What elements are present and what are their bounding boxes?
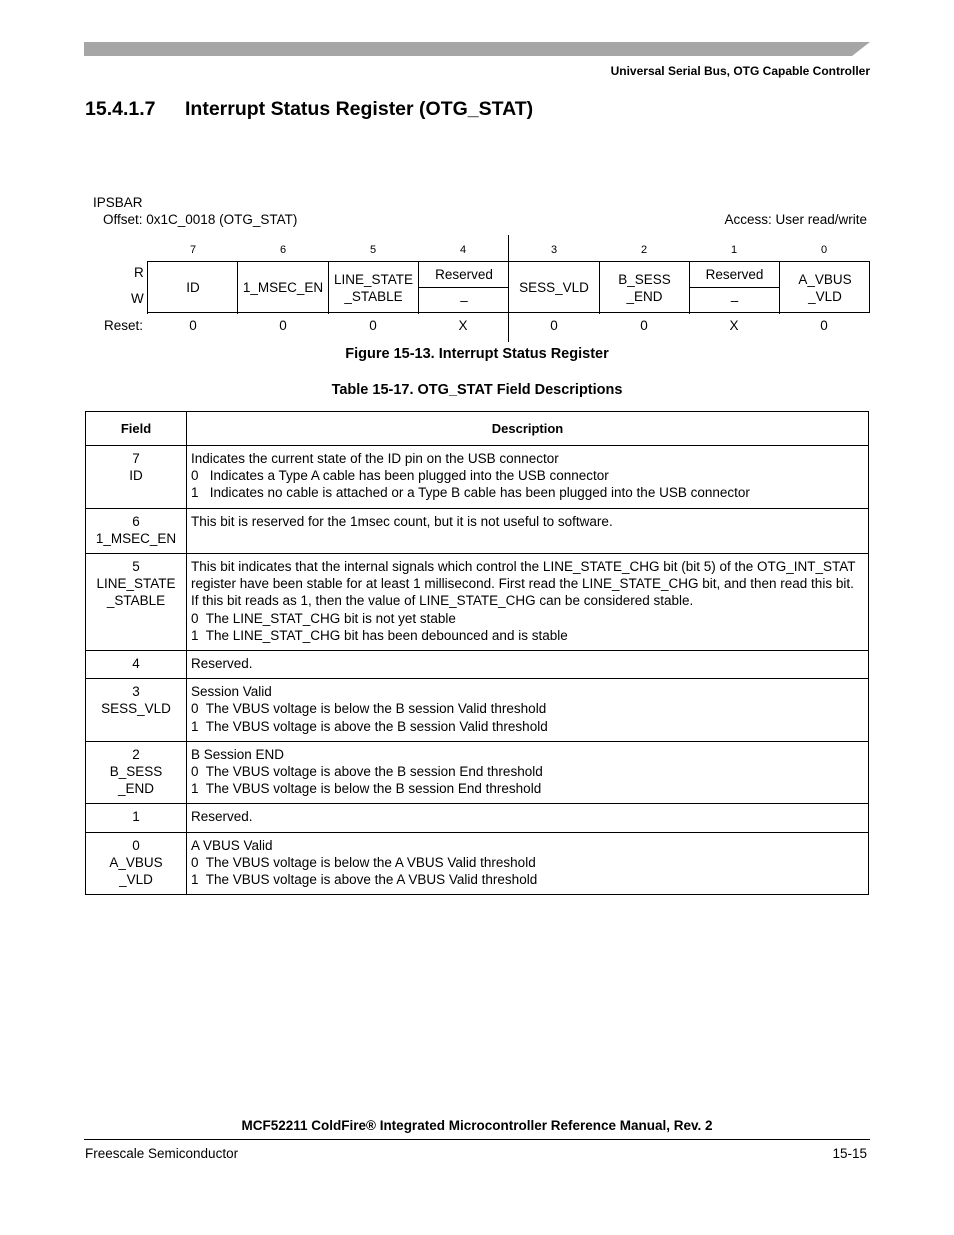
reset-value: 0: [820, 318, 828, 333]
bit-number: 7: [189, 244, 197, 256]
table-row: [86, 741, 869, 804]
description-cell: This bit indicates that the internal signals which control the LINE_STATE_CHG bit (bit 5) of the OTG_INT_STAT register have been stable for at least 1 millisecond. First read the LINE_STATE_CHG bit, and then read this bit. If this bit reads as 1, then the value of LINE_STATE_CHG can be considered stable. 0 The LINE_STAT_CHG bit is not yet stable 1 The LINE_STAT_CHG bit has been debounced and is stable: [187, 554, 869, 651]
reset-value: 0: [550, 318, 558, 333]
reset-value: 0: [640, 318, 648, 333]
bit-field-b-sess-end: B_SESS _END: [599, 261, 689, 314]
register-offset: Offset: 0x1C_0018 (OTG_STAT): [103, 212, 298, 227]
table-row: [86, 651, 869, 679]
reset-value: 0: [279, 318, 287, 333]
section-number: 15.4.1.7: [85, 98, 156, 120]
bit-field-reserved-1: [689, 261, 779, 314]
field-cell: 7 ID: [86, 446, 187, 509]
bit-number: 1: [730, 244, 738, 256]
reset-value: 0: [189, 318, 197, 333]
field-cell: 4: [86, 651, 187, 679]
register-access: Access: User read/write: [724, 212, 867, 227]
section-heading: [85, 98, 533, 121]
field-cell: 3 SESS_VLD: [86, 679, 187, 742]
bit-number: 3: [550, 244, 558, 256]
bit-field-1-msec-en: 1_MSEC_EN: [237, 261, 328, 314]
field-cell: 5 LINE_STATE _STABLE: [86, 554, 187, 651]
description-cell: Reserved.: [187, 804, 869, 832]
column-header-field: Field: [86, 412, 187, 446]
bit-field-a-vbus-vld: A_VBUS _VLD: [779, 261, 870, 314]
bit-number: 4: [459, 244, 467, 256]
description-cell: A VBUS Valid 0 The VBUS voltage is below the A VBUS Valid threshold 1 The VBUS voltage is above the A VBUS Valid threshold: [187, 832, 869, 895]
table-caption: Table 15-17. OTG_STAT Field Descriptions: [331, 382, 623, 398]
field-descriptions-table: [85, 411, 869, 895]
bit-field-reserved-4: [418, 261, 509, 314]
bit-field-sess-vld: SESS_VLD: [508, 261, 599, 314]
description-cell: Indicates the current state of the ID pin on the USB connector 0 Indicates a Type A cable has been plugged into the USB connector 1 Indicates no cable is attached or a Type B cable has been plugged into the USB connector: [187, 446, 869, 509]
bit-number: 2: [640, 244, 648, 256]
bit-read-value: Reserved: [419, 261, 509, 288]
table-row: [86, 679, 869, 742]
field-cell: 6 1_MSEC_EN: [86, 508, 187, 553]
running-header: Universal Serial Bus, OTG Capable Controller: [610, 64, 870, 78]
page-number: 15-15: [832, 1146, 867, 1161]
field-cell: 0 A_VBUS _VLD: [86, 832, 187, 895]
table-row: [86, 804, 869, 832]
column-header-description: Description: [187, 412, 869, 446]
bit-number: 5: [369, 244, 377, 256]
table-row: [86, 508, 869, 553]
register-base: IPSBAR: [93, 195, 143, 210]
figure-caption: Figure 15-13. Interrupt Status Register: [345, 346, 609, 362]
field-cell: 1: [86, 804, 187, 832]
table-row: [86, 832, 869, 895]
header-bar: [84, 42, 870, 56]
bit-field-id: ID: [147, 261, 238, 314]
reset-value: X: [729, 318, 739, 333]
reset-value: X: [458, 318, 468, 333]
footer-rule: [84, 1139, 870, 1140]
table-header-row: [86, 412, 869, 446]
bit-read-value: Reserved: [690, 261, 779, 288]
reset-value: 0: [369, 318, 377, 333]
description-cell: Reserved.: [187, 651, 869, 679]
bit-number: 6: [279, 244, 287, 256]
section-title: Interrupt Status Register (OTG_STAT): [185, 98, 534, 120]
read-label: R: [134, 265, 144, 280]
bit-write-value: –: [460, 292, 468, 308]
bit-number: 0: [820, 244, 828, 256]
manual-title: MCF52211 ColdFire® Integrated Microcontroller Reference Manual, Rev. 2: [241, 1118, 713, 1133]
description-cell: This bit is reserved for the 1msec count, but it is not useful to software.: [187, 508, 869, 553]
table-row: [86, 446, 869, 509]
bit-field-line-state-stable: LINE_STATE _STABLE: [328, 261, 418, 314]
description-cell: Session Valid 0 The VBUS voltage is below the B session Valid threshold 1 The VBUS voltage is above the B session Valid threshold: [187, 679, 869, 742]
company-name: Freescale Semiconductor: [85, 1146, 239, 1161]
write-label: W: [131, 291, 144, 306]
field-cell: 2 B_SESS _END: [86, 741, 187, 804]
bit-write-value: –: [730, 292, 739, 308]
table-row: [86, 554, 869, 651]
description-cell: B Session END 0 The VBUS voltage is above the B session End threshold 1 The VBUS voltage is below the B session End threshold: [187, 741, 869, 804]
reset-label: Reset:: [104, 318, 144, 333]
